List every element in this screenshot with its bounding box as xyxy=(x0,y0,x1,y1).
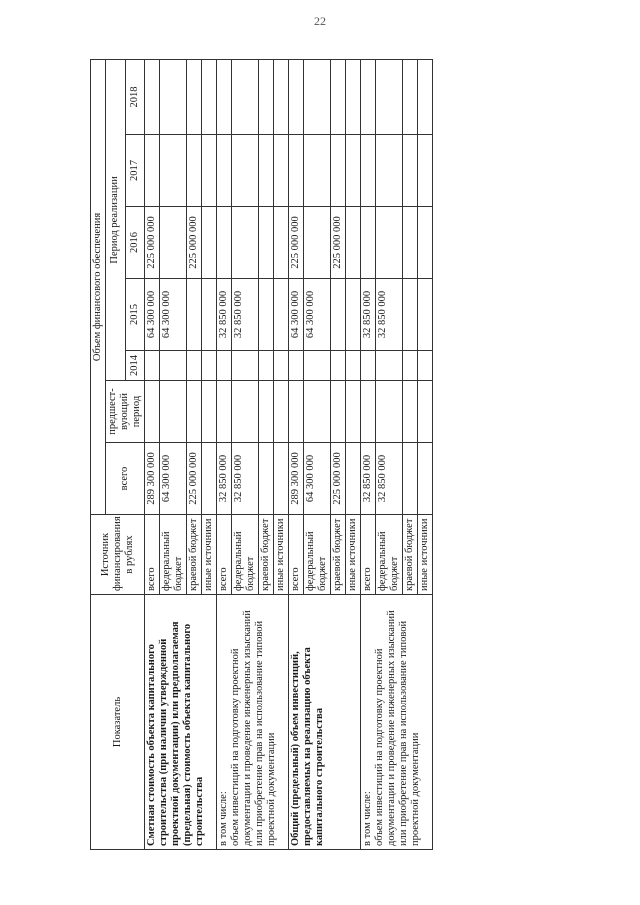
value-cell xyxy=(331,135,346,207)
value-cell xyxy=(202,207,217,279)
header-prior: предшест-вующий период xyxy=(106,381,145,443)
value-cell xyxy=(403,381,418,443)
table-body xyxy=(145,59,433,849)
value-cell: 32 850 000 xyxy=(232,443,259,515)
value-cell xyxy=(274,351,289,381)
value-cell xyxy=(187,351,202,381)
value-cell xyxy=(304,207,331,279)
value-cell: 225 000 000 xyxy=(331,443,346,515)
value-cell xyxy=(331,381,346,443)
value-cell xyxy=(376,381,403,443)
value-cell xyxy=(202,59,217,134)
value-cell xyxy=(289,59,304,134)
header-year: 2017 xyxy=(125,135,145,207)
source-cell: краевой бюджет xyxy=(187,515,202,595)
value-cell xyxy=(232,135,259,207)
value-cell xyxy=(418,59,433,134)
value-cell xyxy=(346,135,361,207)
source-cell: федеральный бюджет xyxy=(376,515,403,595)
value-cell xyxy=(232,381,259,443)
value-cell xyxy=(361,351,376,381)
value-cell xyxy=(331,279,346,351)
header-source: Источник финансирования в рублях xyxy=(91,515,145,595)
value-cell xyxy=(187,381,202,443)
value-cell: 32 850 000 xyxy=(217,443,232,515)
value-cell xyxy=(346,59,361,134)
source-cell: федеральный бюджет xyxy=(304,515,331,595)
header-period: Период реализации xyxy=(106,59,126,380)
value-cell xyxy=(361,381,376,443)
value-cell xyxy=(346,351,361,381)
value-cell xyxy=(217,381,232,443)
source-cell: всего xyxy=(145,515,160,595)
value-cell xyxy=(418,279,433,351)
value-cell xyxy=(259,443,274,515)
indicator-cell: Общий (предельный) объем инвестиций, предоставляемых на реализацию объекта капитального строительства xyxy=(289,595,361,850)
value-cell xyxy=(304,381,331,443)
value-cell xyxy=(274,443,289,515)
table-row xyxy=(217,59,232,849)
value-cell xyxy=(331,351,346,381)
value-cell xyxy=(259,351,274,381)
header-year: 2014 xyxy=(125,351,145,381)
source-cell: всего xyxy=(289,515,304,595)
source-cell: федеральный бюджет xyxy=(232,515,259,595)
value-cell xyxy=(403,443,418,515)
value-cell: 32 850 000 xyxy=(361,279,376,351)
header-year: 2016 xyxy=(125,207,145,279)
value-cell: 64 300 000 xyxy=(145,279,160,351)
value-cell xyxy=(376,207,403,279)
value-cell xyxy=(274,279,289,351)
value-cell: 64 300 000 xyxy=(160,279,187,351)
value-cell xyxy=(289,351,304,381)
value-cell xyxy=(274,59,289,134)
value-cell xyxy=(259,381,274,443)
value-cell xyxy=(145,351,160,381)
value-cell xyxy=(289,381,304,443)
value-cell: 32 850 000 xyxy=(376,443,403,515)
header-year: 2015 xyxy=(125,279,145,351)
value-cell: 32 850 000 xyxy=(376,279,403,351)
value-cell: 225 000 000 xyxy=(187,207,202,279)
value-cell xyxy=(160,59,187,134)
value-cell xyxy=(304,135,331,207)
value-cell xyxy=(304,59,331,134)
value-cell xyxy=(274,207,289,279)
value-cell xyxy=(403,207,418,279)
value-cell xyxy=(259,279,274,351)
source-cell: федеральный бюджет xyxy=(160,515,187,595)
value-cell xyxy=(346,381,361,443)
table-row xyxy=(145,59,160,849)
value-cell xyxy=(346,443,361,515)
value-cell xyxy=(346,207,361,279)
value-cell xyxy=(202,351,217,381)
page-number: 22 xyxy=(314,14,326,28)
value-cell: 225 000 000 xyxy=(187,443,202,515)
source-cell: иные источники xyxy=(202,515,217,595)
value-cell: 32 850 000 xyxy=(217,279,232,351)
value-cell xyxy=(403,351,418,381)
value-cell xyxy=(202,443,217,515)
value-cell xyxy=(145,59,160,134)
value-cell xyxy=(232,59,259,134)
header-total: всего xyxy=(106,443,145,515)
value-cell xyxy=(259,59,274,134)
value-cell: 32 850 000 xyxy=(232,279,259,351)
value-cell: 64 300 000 xyxy=(304,443,331,515)
value-cell xyxy=(259,207,274,279)
value-cell xyxy=(376,135,403,207)
header-year: 2018 xyxy=(125,59,145,134)
value-cell xyxy=(376,59,403,134)
value-cell xyxy=(289,135,304,207)
value-cell xyxy=(361,207,376,279)
value-cell xyxy=(217,135,232,207)
source-cell: всего xyxy=(217,515,232,595)
value-cell xyxy=(145,381,160,443)
value-cell xyxy=(145,135,160,207)
value-cell xyxy=(346,279,361,351)
indicator-cell: в том числе: объем инвестиций на подготовку проектной документации и проведение инженерных изысканий или приобретение прав на использование типовой проектной документации xyxy=(217,595,289,850)
value-cell xyxy=(274,381,289,443)
value-cell xyxy=(202,135,217,207)
value-cell: 225 000 000 xyxy=(289,207,304,279)
source-cell: краевой бюджет xyxy=(259,515,274,595)
value-cell xyxy=(403,135,418,207)
header-indicator: Показатель xyxy=(91,595,145,850)
table-row xyxy=(361,59,376,849)
indicator-cell: в том числе: объем инвестиций на подготовку проектной документации и проведение инженерных изысканий или приобретение прав на использование типовой проектной документации xyxy=(361,595,433,850)
value-cell xyxy=(217,207,232,279)
source-cell: иные источники xyxy=(418,515,433,595)
value-cell xyxy=(217,59,232,134)
value-cell xyxy=(403,279,418,351)
value-cell xyxy=(202,279,217,351)
source-cell: иные источники xyxy=(274,515,289,595)
value-cell xyxy=(160,135,187,207)
value-cell xyxy=(160,207,187,279)
value-cell xyxy=(187,279,202,351)
rotated-table-container xyxy=(90,60,550,850)
financing-table xyxy=(90,59,433,850)
value-cell: 225 000 000 xyxy=(331,207,346,279)
value-cell: 64 300 000 xyxy=(289,279,304,351)
value-cell xyxy=(160,381,187,443)
value-cell xyxy=(361,135,376,207)
value-cell xyxy=(418,443,433,515)
value-cell xyxy=(361,59,376,134)
value-cell xyxy=(160,351,187,381)
value-cell xyxy=(418,351,433,381)
value-cell: 289 300 000 xyxy=(289,443,304,515)
value-cell xyxy=(274,135,289,207)
value-cell xyxy=(304,351,331,381)
source-cell: краевой бюджет xyxy=(403,515,418,595)
value-cell xyxy=(418,135,433,207)
source-cell: краевой бюджет xyxy=(331,515,346,595)
value-cell xyxy=(403,59,418,134)
source-cell: всего xyxy=(361,515,376,595)
value-cell xyxy=(232,207,259,279)
value-cell xyxy=(331,59,346,134)
value-cell xyxy=(259,135,274,207)
value-cell: 64 300 000 xyxy=(160,443,187,515)
value-cell: 225 000 000 xyxy=(145,207,160,279)
value-cell: 289 300 000 xyxy=(145,443,160,515)
value-cell xyxy=(202,381,217,443)
value-cell xyxy=(217,351,232,381)
value-cell xyxy=(418,207,433,279)
value-cell xyxy=(187,135,202,207)
value-cell xyxy=(232,351,259,381)
header-volume: Объем финансового обеспечения xyxy=(91,59,106,514)
value-cell xyxy=(418,381,433,443)
value-cell: 64 300 000 xyxy=(304,279,331,351)
value-cell xyxy=(187,59,202,134)
table-row xyxy=(289,59,304,849)
source-cell: иные источники xyxy=(346,515,361,595)
indicator-cell: Сметная стоимость объекта капитального строительства (при наличии утвержденной проектной документации) или предполагаемая (предельная) стоимость объекта капитального строительства xyxy=(145,595,217,850)
value-cell xyxy=(376,351,403,381)
value-cell: 32 850 000 xyxy=(361,443,376,515)
